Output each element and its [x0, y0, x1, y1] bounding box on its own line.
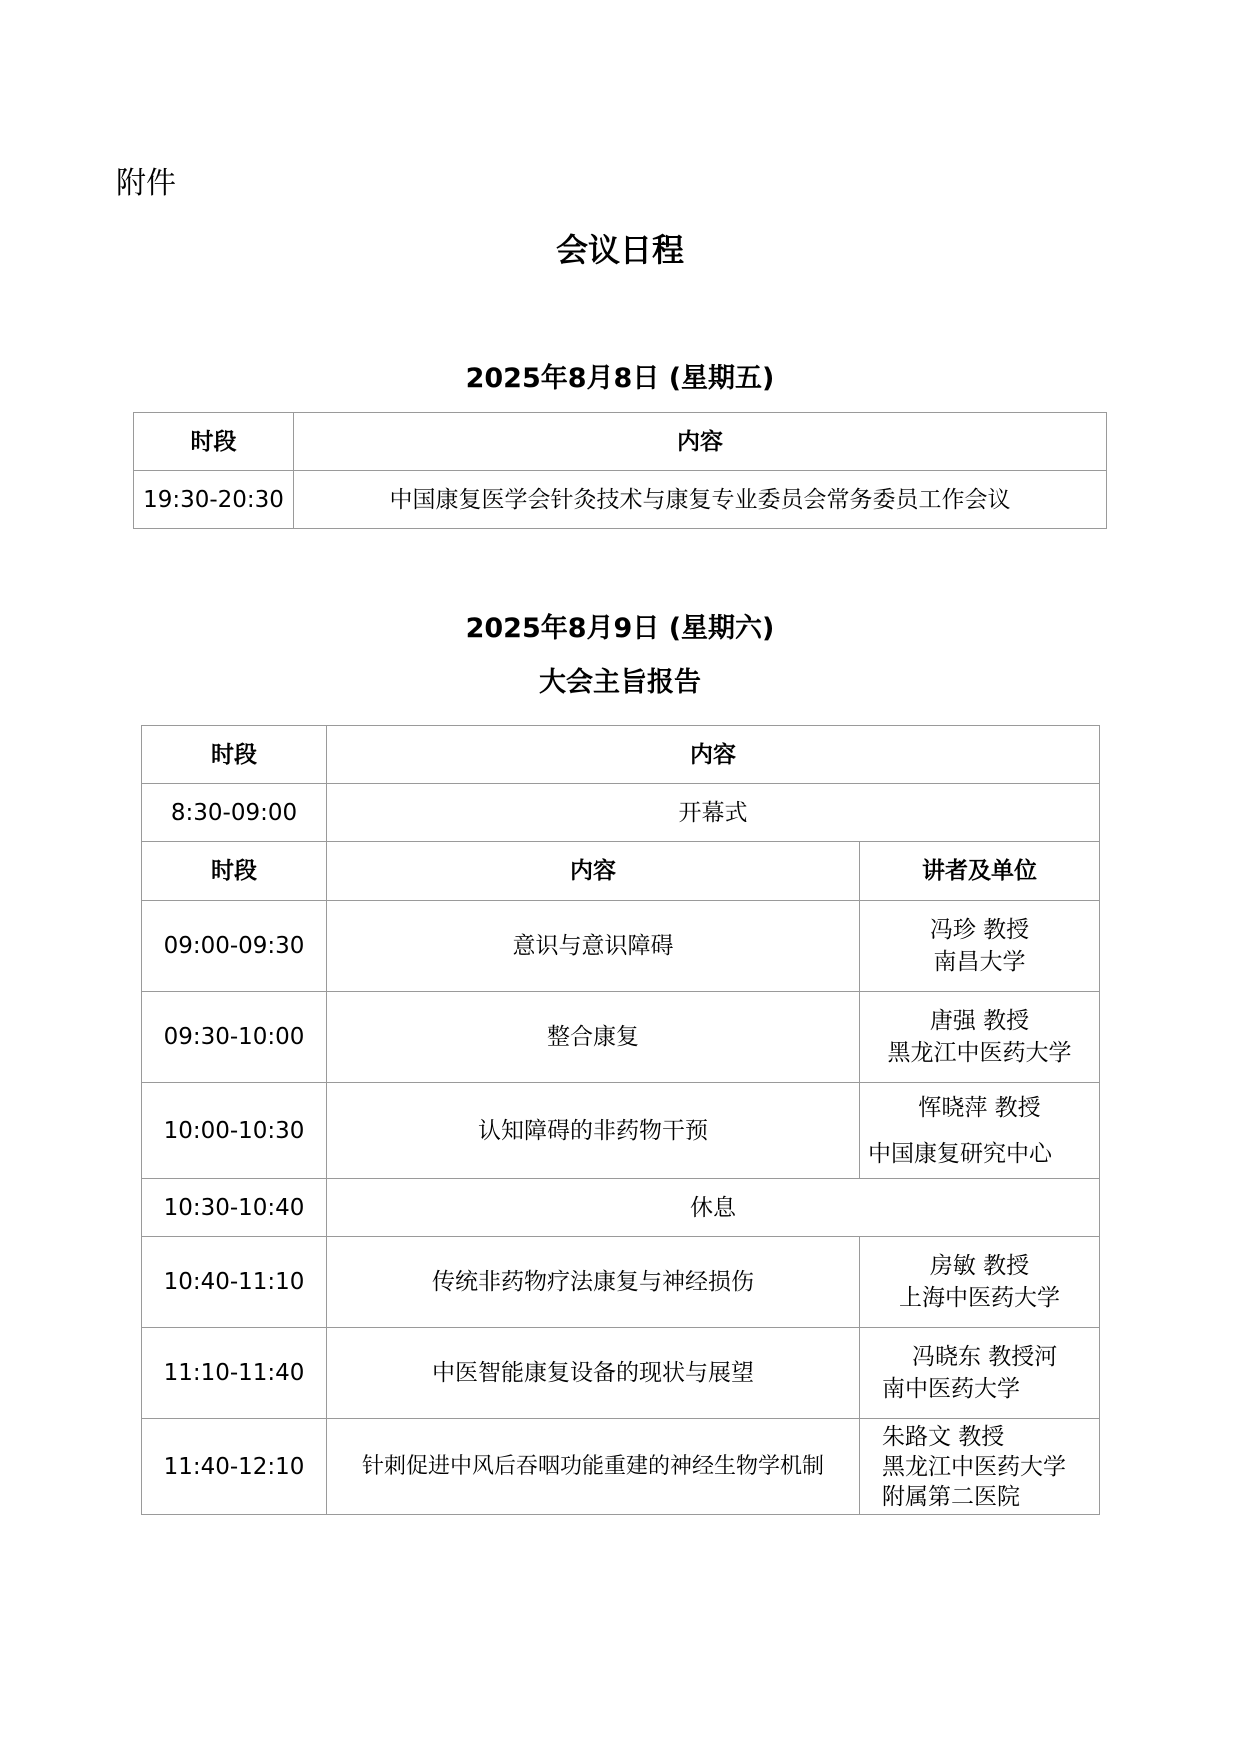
- table-row: [142, 1083, 1100, 1179]
- header-time: 时段: [142, 842, 327, 901]
- speaker-name: 冯珍 教授: [929, 917, 1030, 943]
- row-content: 意识与意识障碍: [327, 901, 860, 992]
- speaker-affiliation: 上海中医药大学: [899, 1285, 1060, 1311]
- speaker-affiliation: 黑龙江中医药大学: [887, 1040, 1072, 1066]
- day1-date-heading: 2025年8月8日 (星期五): [465, 363, 775, 394]
- row-time: 09:00-09:30: [142, 901, 327, 992]
- document-title: 会议日程: [555, 231, 684, 269]
- speaker-name: 冯晓东 教授河: [912, 1344, 1058, 1370]
- row-time: 10:40-11:10: [142, 1237, 327, 1328]
- table-row: [142, 901, 1100, 992]
- speaker-name: 朱路文 教授: [882, 1423, 1005, 1450]
- speaker-affiliation-dept: 附属第二医院: [882, 1483, 1020, 1510]
- row-content: 针刺促进中风后吞咽功能重建的神经生物学机制: [327, 1419, 860, 1515]
- row-time: 10:00-10:30: [142, 1083, 327, 1179]
- table-header-row: [142, 842, 1100, 901]
- row-time: 11:10-11:40: [142, 1328, 327, 1419]
- row-speaker: [860, 1328, 1100, 1419]
- table-row: [142, 1328, 1100, 1419]
- row-speaker: [860, 1083, 1100, 1179]
- speaker-affiliation: 南中医药大学: [882, 1376, 1020, 1402]
- speaker-affiliation: 中国康复研究中心: [868, 1140, 1052, 1167]
- row-content: 认知障碍的非药物干预: [327, 1083, 860, 1179]
- row-content: 开幕式: [327, 784, 1100, 842]
- row-content: 休息: [327, 1179, 1100, 1237]
- row-speaker: [860, 901, 1100, 992]
- attachment-label: 附件: [116, 166, 176, 201]
- speaker-name: 唐强 教授: [929, 1008, 1030, 1034]
- row-speaker: [860, 1237, 1100, 1328]
- header-content: 内容: [327, 726, 1100, 784]
- day1-schedule-table: [133, 412, 1107, 529]
- row-time: 11:40-12:10: [142, 1419, 327, 1515]
- row-time: 8:30-09:00: [142, 784, 327, 842]
- header-content: 内容: [327, 842, 860, 901]
- day2-date-heading: 2025年8月9日 (星期六): [465, 613, 775, 644]
- day2-subtitle: 大会主旨报告: [539, 667, 701, 698]
- table-header-row: [142, 726, 1100, 784]
- speaker-name: 房敏 教授: [929, 1253, 1030, 1279]
- table-row: [142, 1179, 1100, 1237]
- header-speaker: 讲者及单位: [860, 842, 1100, 901]
- row-content: 中医智能康复设备的现状与展望: [327, 1328, 860, 1419]
- row-speaker: [860, 992, 1100, 1083]
- header-time: 时段: [142, 726, 327, 784]
- table-header-row: [134, 413, 1107, 471]
- speaker-affiliation: 黑龙江中医药大学: [882, 1453, 1066, 1480]
- row-content: 传统非药物疗法康复与神经损伤: [327, 1237, 860, 1328]
- row-time: 19:30-20:30: [134, 471, 294, 529]
- header-content: 内容: [294, 413, 1107, 471]
- row-time: 09:30-10:00: [142, 992, 327, 1083]
- row-time: 10:30-10:40: [142, 1179, 327, 1237]
- table-row: [142, 1237, 1100, 1328]
- speaker-affiliation: 南昌大学: [933, 949, 1026, 975]
- table-row: [134, 471, 1107, 529]
- day2-schedule-table: [141, 725, 1100, 1515]
- table-row: [142, 992, 1100, 1083]
- row-content: 整合康复: [327, 992, 860, 1083]
- speaker-name: 恽晓萍 教授: [918, 1094, 1041, 1121]
- table-row: [142, 784, 1100, 842]
- table-row: [142, 1419, 1100, 1515]
- row-speaker: [860, 1419, 1100, 1515]
- row-content: 中国康复医学会针灸技术与康复专业委员会常务委员工作会议: [294, 471, 1107, 529]
- header-time: 时段: [134, 413, 294, 471]
